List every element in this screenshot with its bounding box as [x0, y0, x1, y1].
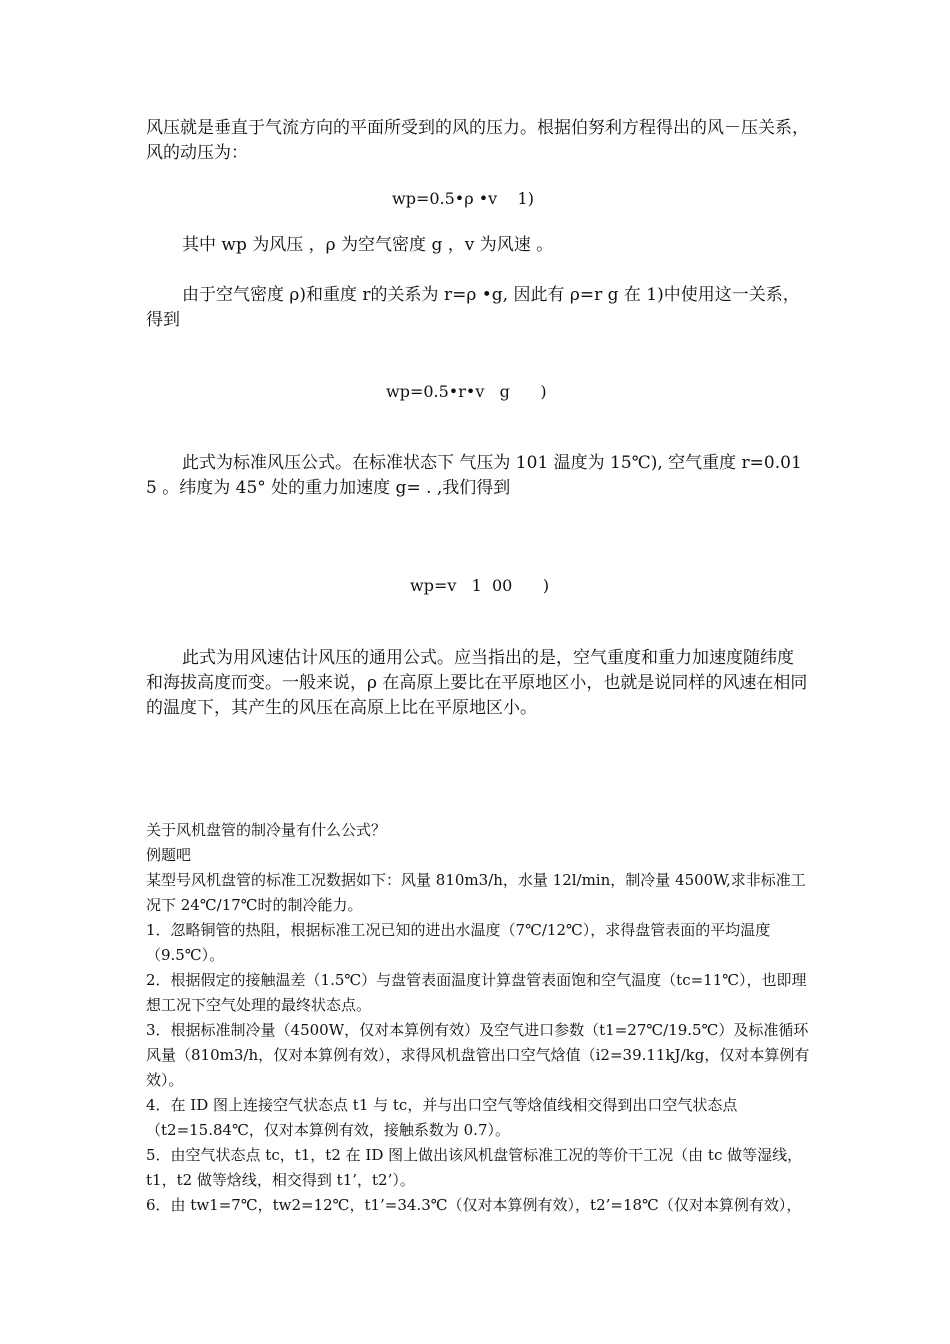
step-1: 1．忽略铜管的热阻，根据标准工况已知的进出水温度（7℃/12℃），求得盘管表面的平均温度（9.5℃）。 [146, 921, 771, 964]
formula-general-wind-pressure: wp=v 1 00 ) [410, 576, 550, 595]
problem-statement: 某型号风机盘管的标准工况数据如下：风量 810m3/h，水量 12l/min，制冷量 4500W,求非标准工况下 24℃/17℃时的制冷能力。 [146, 871, 806, 914]
step-3: 3．根据标准制冷量（4500W，仅对本算例有效）及空气进口参数（t1=27℃/19.5℃）及标准循环风量（810m3/h，仅对本算例有效），求得风机盘管出口空气焓值（i2=39.11kJ/kg，仅对本算例有效）。 [146, 1021, 810, 1089]
step-6: 6．由 tw1=7℃，tw2=12℃，t1’=34.3℃（仅对本算例有效），t2’=18℃（仅对本算例有效）， [146, 1196, 802, 1214]
formula-dynamic-pressure: wp=0.5•ρ •v 1) [392, 189, 534, 208]
step-4: 4．在 ID 图上连接空气状态点 t1 与 tc，并与出口空气等焓值线相交得到出口空气状态点（t2=15.84℃，仅对本算例有效，接触系数为 0.7）。 [146, 1096, 738, 1139]
relation-paragraph: 由于空气密度 ρ)和重度 r的关系为 r=ρ •g, 因此有 ρ=r g 在 1)中使用这一关系，得到 [146, 285, 800, 330]
step-5: 5．由空气状态点 tc，t1，t2 在 ID 图上做出该风机盘管标准工况的等价干工况（由 tc 做等湿线，t1，t2 做等焓线，相交得到 t1’，t2’）。 [146, 1146, 803, 1189]
standard-state-paragraph: 此式为标准风压公式。在标准状态下 气压为 101 温度为 15℃), 空气重度 r=0.01 5 。纬度为 45° 处的重力加速度 g= . ,我们得到 [146, 453, 802, 498]
question-heading: 关于风机盘管的制冷量有什么公式？ [146, 821, 387, 839]
example-label: 例题吧 [146, 846, 192, 864]
intro-paragraph: 风压就是垂直于气流方向的平面所受到的风的压力。根据伯努利方程得出的风－压关系，风的动压为： [146, 118, 809, 163]
formula-standard-wind-pressure: wp=0.5•r•v g ) [386, 382, 547, 401]
definitions-paragraph: 其中 wp 为风压 ，ρ 为空气密度 g ，v 为风速 。 [182, 235, 554, 255]
conclusion-paragraph: 此式为用风速估计风压的通用公式。应当指出的是，空气重度和重力加速度随纬度和海拔高度而变。一般来说，ρ 在高原上要比在平原地区小，也就是说同样的风速在相同的温度下，其产生的风压在高原上比在平原地区小。 [146, 648, 808, 718]
step-2: 2．根据假定的接触温差（1.5℃）与盘管表面温度计算盘管表面饱和空气温度（tc=11℃），也即理想工况下空气处理的最终状态点。 [146, 971, 807, 1014]
